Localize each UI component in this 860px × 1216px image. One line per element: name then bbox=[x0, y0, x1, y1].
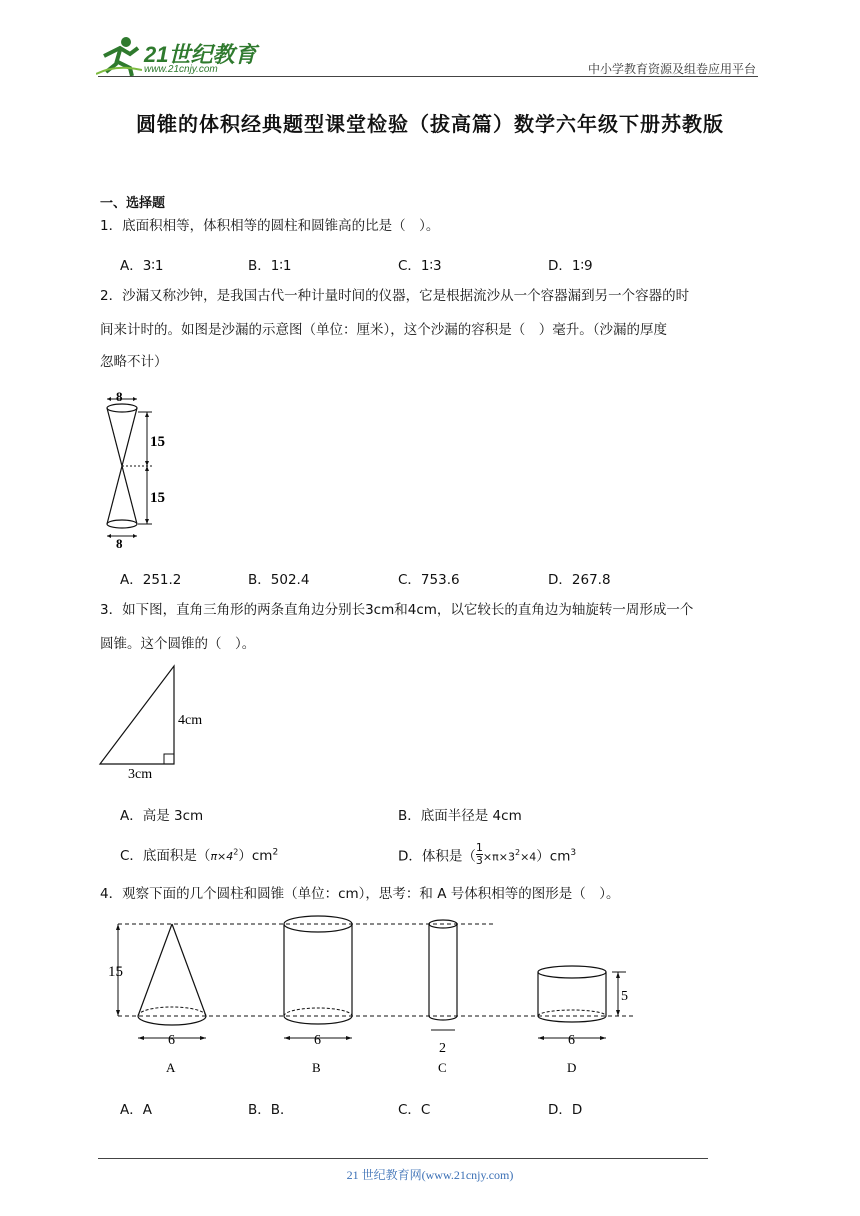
logo-url: www.21cnjy.com bbox=[144, 64, 218, 75]
hourglass-figure bbox=[100, 390, 180, 550]
page-title: 圆锥的体积经典题型课堂检验（拔高篇）数学六年级下册苏教版 bbox=[136, 112, 724, 136]
cone-diameter-label: 6 bbox=[168, 1033, 175, 1048]
vertical-side-label: 4cm bbox=[178, 713, 203, 728]
q3-option-d-math2: ×4 bbox=[520, 850, 537, 864]
bottom-diameter-label: 8 bbox=[116, 536, 123, 550]
label-c: C bbox=[438, 1060, 447, 1075]
fraction-numerator: 1 bbox=[475, 841, 483, 854]
label-b: B bbox=[312, 1060, 321, 1075]
q1-option-a[interactable]: A．3∶1 bbox=[120, 258, 164, 274]
q3-option-c-prefix: C．底面积是（ bbox=[120, 848, 211, 864]
label-a: A bbox=[166, 1060, 176, 1075]
horizontal-side-label: 3cm bbox=[128, 767, 153, 782]
right-triangle-figure bbox=[98, 664, 218, 782]
q1-option-c[interactable]: C．1∶3 bbox=[398, 258, 442, 274]
question-4: 4．观察下面的几个圆柱和圆锥（单位：cm），思考：和 A 号体积相等的图形是（ ）。 bbox=[100, 886, 620, 902]
runner-logo-icon bbox=[96, 34, 142, 78]
q3-option-d-prefix: D．体积是（ bbox=[398, 848, 476, 865]
q3-option-d[interactable] bbox=[398, 841, 577, 869]
label-d: D bbox=[567, 1060, 577, 1075]
q3-option-d-fraction bbox=[476, 842, 483, 867]
q4-option-a[interactable]: A．A bbox=[120, 1102, 152, 1118]
logo-text: 21世纪教育 bbox=[144, 42, 257, 67]
q2-option-b[interactable]: B．502.4 bbox=[248, 572, 310, 588]
cone-height-label: 15 bbox=[108, 964, 123, 980]
q3-option-d-suffix: ）cm bbox=[536, 848, 571, 865]
q3-option-c-unit-exp: 2 bbox=[272, 847, 279, 858]
lower-height-label: 15 bbox=[150, 490, 165, 506]
q3-option-b[interactable]: B．底面半径是 4cm bbox=[398, 808, 522, 824]
header-divider bbox=[98, 76, 758, 77]
q3-option-d-unit-exp: 3 bbox=[570, 848, 577, 858]
question-2-line-1: 2．沙漏又称沙钟，是我国古代一种计量时间的仪器，它是根据流沙从一个容器漏到另一个容器的时 bbox=[100, 288, 690, 304]
upper-height-label: 15 bbox=[150, 434, 165, 450]
cylinder-c-diameter-label: 2 bbox=[439, 1041, 446, 1056]
question-2-line-3: 忽略不计） bbox=[100, 354, 168, 370]
solids-figure bbox=[100, 912, 640, 1078]
section-heading: 一、选择题 bbox=[100, 196, 166, 211]
q2-option-c[interactable]: C．753.6 bbox=[398, 572, 460, 588]
footer-link[interactable]: 21 世纪教育网(www.21cnjy.com) bbox=[346, 1168, 514, 1182]
fraction-denominator: 3 bbox=[475, 854, 483, 867]
q3-option-d-math: ×π×3 bbox=[482, 850, 515, 864]
q4-option-c[interactable]: C．C bbox=[398, 1102, 431, 1118]
cylinder-b-diameter-label: 6 bbox=[314, 1033, 321, 1048]
question-2-line-2: 间来计时的。如图是沙漏的示意图（单位：厘米），这个沙漏的容积是（ ）毫升。（沙漏的厚度 bbox=[100, 322, 667, 338]
q3-option-a[interactable]: A．高是 3cm bbox=[120, 808, 204, 824]
question-3-line-2: 圆锥。这个圆锥的（ ）。 bbox=[100, 636, 256, 652]
q1-option-d[interactable]: D．1∶9 bbox=[548, 258, 593, 274]
q3-option-c[interactable] bbox=[120, 844, 278, 864]
site-logo bbox=[96, 34, 266, 78]
cylinder-d-height-label: 5 bbox=[621, 989, 628, 1004]
footer-divider bbox=[98, 1158, 708, 1159]
q4-option-d[interactable]: D．D bbox=[548, 1102, 583, 1118]
q2-option-a[interactable]: A．251.2 bbox=[120, 572, 182, 588]
q1-option-b[interactable]: B．1∶1 bbox=[248, 258, 292, 274]
question-1: 1．底面积相等，体积相等的圆柱和圆锥高的比是（ ）。 bbox=[100, 218, 440, 234]
q3-option-c-math: π×4 bbox=[210, 850, 234, 863]
cylinder-d-diameter-label: 6 bbox=[568, 1033, 575, 1048]
q3-option-c-suffix: ）cm bbox=[238, 848, 273, 864]
q4-option-b[interactable]: B．B． bbox=[248, 1102, 294, 1118]
top-diameter-label: 8 bbox=[116, 390, 123, 404]
q3-option-c-exp: 2 bbox=[233, 847, 239, 857]
q3-option-d-exp: 2 bbox=[514, 848, 521, 857]
question-3-line-1: 3．如下图，直角三角形的两条直角边分别长3cm和4cm，以它较长的直角边为轴旋转一周形成一个 bbox=[100, 602, 694, 618]
platform-name: 中小学教育资源及组卷应用平台 bbox=[587, 62, 756, 76]
q2-option-d[interactable]: D．267.8 bbox=[548, 572, 611, 588]
